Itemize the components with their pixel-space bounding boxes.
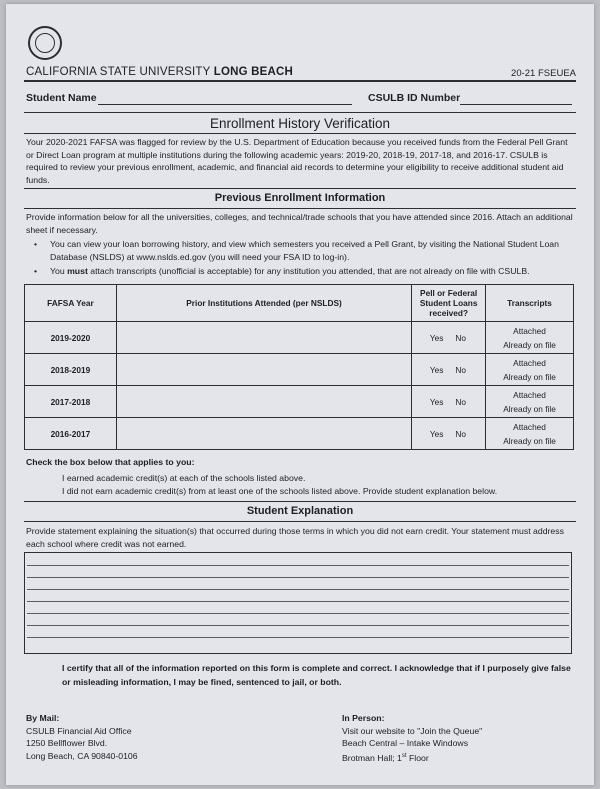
yes-no-choice[interactable]: Yes No: [412, 418, 486, 450]
rule: [24, 521, 576, 522]
csulb-id-label: CSULB ID Number: [368, 92, 461, 104]
transcripts-bullet: You must attach transcripts (unofficial is acceptable) for any institution you attended, that are not already on file with CSULB.: [50, 266, 530, 276]
rule: [24, 112, 576, 113]
table-row: [25, 354, 574, 386]
rule: [24, 133, 576, 134]
mail-label: By Mail:: [26, 713, 60, 723]
mail-line: CSULB Financial Aid Office: [26, 725, 132, 736]
fafsa-year-cell: 2018-2019: [25, 354, 117, 386]
intro-paragraph: Your 2020-2021 FAFSA was flagged for review by the U.S. Department of Education because you received funds from the Federal Pell Grant or Direct Loan program at multiple institutions during the following academic years: 2019-20, 2018-19, 2017-18, and 2016-17. CSULB is required to review your previous enrollment, academic, and financial aid records to determine your eligibility to receive additional student aid funds.: [26, 137, 568, 185]
student-name-field[interactable]: [98, 93, 352, 105]
col-prior-institutions: Prior Institutions Attended (per NSLDS): [116, 285, 411, 322]
writing-line: [27, 577, 569, 578]
form-title: Enrollment History Verification: [209, 116, 391, 131]
mail-address: [26, 712, 138, 762]
rule: [24, 188, 576, 189]
writing-line: [27, 613, 569, 614]
col-fafsa-year: FAFSA Year: [25, 285, 117, 322]
university-name: CALIFORNIA STATE UNIVERSITY LONG BEACH: [26, 66, 294, 78]
previous-enrollment-heading: Previous Enrollment Information: [214, 192, 386, 204]
csulb-id-field[interactable]: [460, 93, 572, 105]
previous-instructions: Provide information below for all the universities, colleges, and technical/trade schools that you have attended since 2016. Attach an additional sheet if necessary.: [26, 212, 573, 235]
rule: [24, 208, 576, 209]
institutions-input-cell[interactable]: [116, 418, 411, 450]
mail-line: 1250 Bellflower Blvd.: [26, 738, 108, 749]
writing-line: [27, 565, 569, 566]
col-transcripts: Transcripts: [486, 285, 574, 322]
yes-no-choice[interactable]: Yes No: [412, 386, 486, 418]
transcripts-choice[interactable]: Attached Already on file: [486, 418, 574, 450]
header-rule: [24, 80, 576, 82]
transcripts-choice[interactable]: Attached Already on file: [486, 354, 574, 386]
bullet-icon: •: [34, 239, 38, 249]
student-explanation-textarea[interactable]: [24, 552, 572, 654]
university-seal-icon: [28, 26, 62, 60]
form-code: 20-21 FSEUEA: [511, 68, 576, 79]
writing-line: [27, 601, 569, 602]
transcripts-choice[interactable]: Attached Already on file: [486, 322, 574, 354]
in-person-label: In Person:: [342, 713, 385, 723]
writing-line: [27, 637, 569, 638]
in-person-line: Beach Central – Intake Windows: [342, 738, 469, 749]
table-row: [25, 386, 574, 418]
yes-no-choice[interactable]: Yes No: [412, 354, 486, 386]
in-person-line: Visit our website to "Join the Queue": [342, 725, 483, 736]
institutions-input-cell[interactable]: [116, 386, 411, 418]
institutions-input-cell[interactable]: [116, 322, 411, 354]
transcripts-choice[interactable]: Attached Already on file: [486, 386, 574, 418]
table-header-row: [25, 285, 574, 322]
in-person-info: [342, 712, 482, 764]
earned-credit-option: I earned academic credit(s) at each of the schools listed above.: [62, 473, 306, 483]
fafsa-year-cell: 2016-2017: [25, 418, 117, 450]
writing-line: [27, 625, 569, 626]
certification-statement: I certify that all of the information reported on this form is complete and correct. I acknowledge that if I purposely give false or misleading information, I may be fined, sentenced to jail, or both.: [62, 663, 571, 687]
no-credit-option: I did not earn academic credit(s) from at least one of the schools listed above. Provide student explanation below.: [62, 486, 498, 496]
checkbox-prompt: Check the box below that applies to you:: [26, 457, 195, 467]
student-explanation-heading: Student Explanation: [246, 505, 354, 517]
col-pell-loans: Pell or Federal Student Loans received?: [412, 285, 486, 322]
table-row: [25, 322, 574, 354]
fafsa-year-cell: 2017-2018: [25, 386, 117, 418]
nslds-bullet: You can view your loan borrowing history, and view which semesters you received a Pell Grant, by visiting the National Student Loan Database (NSLDS) at www.nslds.ed.gov (you will need your FSA ID to log-in).: [50, 239, 559, 262]
fafsa-year-cell: 2019-2020: [25, 322, 117, 354]
form-page: [6, 4, 594, 785]
in-person-line: Brotman Hall; 1st Floor: [342, 752, 429, 763]
mail-line: Long Beach, CA 90840-0106: [26, 750, 138, 761]
writing-line: [27, 589, 569, 590]
table-row: [25, 418, 574, 450]
explanation-instructions: Provide statement explaining the situation(s) that occurred during those terms in which you did not earn credit. Your statement must address each school where credit was not earned.: [26, 526, 564, 549]
enrollment-table: [24, 284, 574, 450]
bullet-icon: •: [34, 266, 38, 276]
yes-no-choice[interactable]: Yes No: [412, 322, 486, 354]
institutions-input-cell[interactable]: [116, 354, 411, 386]
rule: [24, 501, 576, 502]
student-name-label: Student Name: [26, 92, 97, 104]
